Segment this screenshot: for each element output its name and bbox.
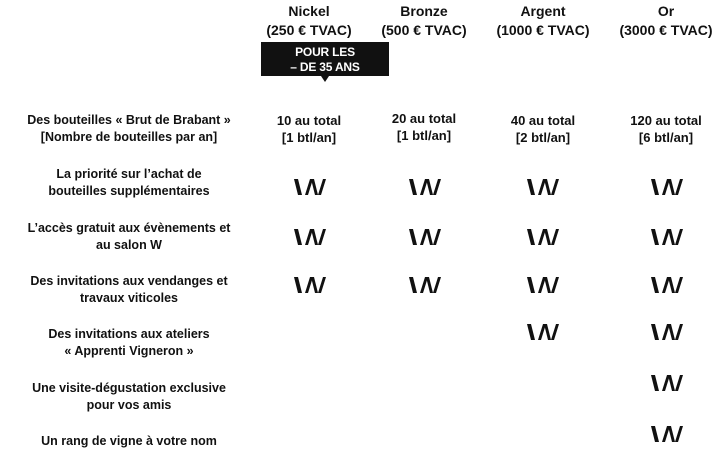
tier-name: Bronze [400, 3, 448, 19]
w-logo-icon [407, 276, 443, 294]
row-label-line: « Apprenti Vigneron » [64, 344, 194, 358]
row-label-line: La priorité sur l’achat de [56, 167, 202, 181]
w-logo-icon [407, 178, 443, 196]
tier-header-argent [478, 2, 608, 40]
w-logo-icon [525, 323, 561, 341]
cell-line: 20 au total [391, 111, 457, 126]
cell-line: 40 au total [510, 113, 576, 128]
w-logo-icon [407, 228, 443, 246]
w-logo-icon [525, 276, 561, 294]
tier-name: Or [657, 3, 675, 19]
tier-price: (250 € TVAC) [266, 22, 352, 38]
cell-line: 120 au total [630, 113, 702, 128]
row-label-line: au salon W [96, 238, 162, 252]
row-label-priority [0, 166, 258, 200]
row-label-events [0, 220, 258, 254]
tier-header-bronze [359, 2, 489, 40]
w-logo-icon [649, 228, 685, 246]
w-logo-icon [649, 374, 685, 392]
under-35-badge [261, 42, 389, 82]
tier-price: (3000 € TVAC) [619, 22, 713, 38]
w-logo-icon [525, 228, 561, 246]
cell-line: 10 au total [276, 113, 342, 128]
row-label-line: Une visite-dégustation exclusive [32, 381, 226, 395]
row-label-line: Des invitations aux vendanges et [30, 274, 228, 288]
row-label-bottles [0, 112, 258, 146]
badge-line-2: – DE 35 ANS [290, 60, 360, 74]
tier-price: (500 € TVAC) [381, 22, 467, 38]
tier-header-nickel [244, 2, 374, 40]
w-logo-icon [292, 178, 328, 196]
cell-line: [6 btl/an] [638, 130, 694, 145]
cell-line: [1 btl/an] [281, 130, 337, 145]
w-logo-icon [292, 228, 328, 246]
w-logo-icon [649, 425, 685, 443]
row-label-line: Des invitations aux ateliers [48, 327, 210, 341]
row-label-line: [Nombre de bouteilles par an] [40, 130, 218, 144]
row-label-vine-row [0, 433, 258, 450]
w-logo-icon [525, 178, 561, 196]
w-logo-icon [649, 178, 685, 196]
w-logo-icon [649, 323, 685, 341]
tier-header-or [601, 2, 725, 40]
row-label-line: Un rang de vigne à votre nom [41, 434, 217, 448]
row-label-line: Des bouteilles « Brut de Brabant » [27, 113, 231, 127]
cell-line: [1 btl/an] [396, 128, 452, 143]
row-label-harvest [0, 273, 258, 307]
cell-line: [2 btl/an] [515, 130, 571, 145]
row-label-tasting [0, 380, 258, 414]
tier-price: (1000 € TVAC) [496, 22, 590, 38]
w-logo-icon [649, 276, 685, 294]
cell-bottles-argent [478, 112, 608, 146]
row-label-line: L’accès gratuit aux évènements et [27, 221, 231, 235]
row-label-line: bouteilles supplémentaires [48, 184, 210, 198]
tier-name: Nickel [288, 3, 330, 19]
row-label-line: travaux viticoles [80, 291, 178, 305]
tier-name: Argent [520, 3, 566, 19]
row-label-workshops [0, 326, 258, 360]
cell-bottles-or [601, 112, 725, 146]
row-label-line: pour vos amis [86, 398, 172, 412]
w-logo-icon [292, 276, 328, 294]
cell-bottles-bronze [359, 110, 489, 144]
cell-bottles-nickel [244, 112, 374, 146]
badge-line-1: POUR LES [295, 45, 355, 59]
